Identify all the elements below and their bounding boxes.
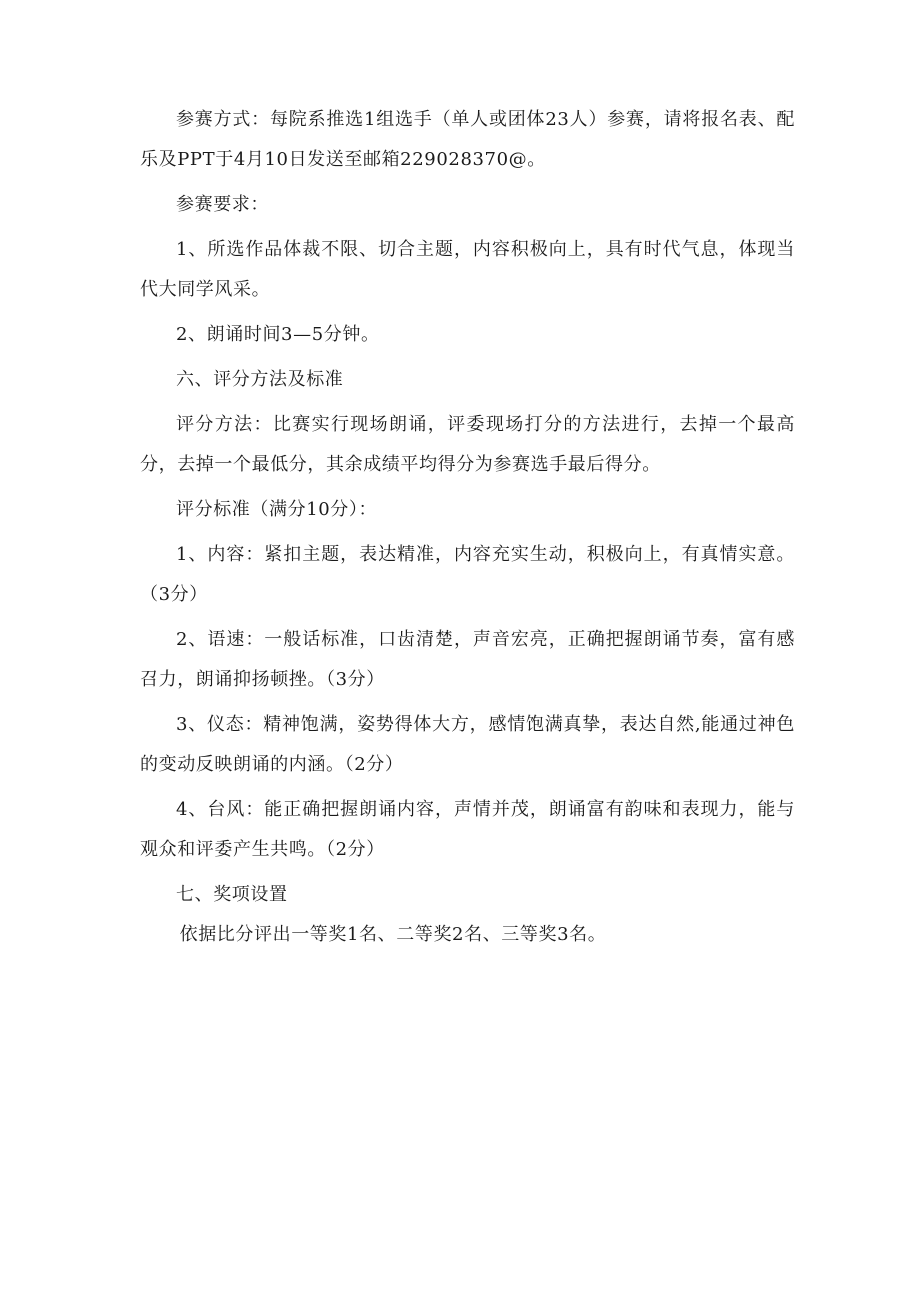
- paragraph-participation-method: 参赛方式：每院系推选1组选手（单人或团体23人）参赛，请将报名表、配乐及PPT于4月10日发送至邮箱229028370@。: [140, 109, 795, 170]
- paragraph-awards: 依据比分评出一等奖1名、二等奖2名、三等奖3名。: [179, 924, 607, 945]
- paragraph-standard-stage-presence: 4、台风：能正确把握朗诵内容，声情并茂，朗诵富有韵味和表现力，能与观众和评委产生共鸣。（2分）: [140, 799, 795, 860]
- paragraph-standard-content: 1、内容：紧扣主题，表达精准，内容充实生动，积极向上，有真情实意。（3分）: [140, 544, 795, 605]
- section-heading-awards: 七、奖项设置: [176, 884, 288, 905]
- paragraph-scoring-method: 评分方法：比赛实行现场朗诵，评委现场打分的方法进行，去掉一个最高分，去掉一个最低分，其余成绩平均得分为参赛选手最后得分。: [140, 414, 795, 475]
- paragraph-standard-demeanor: 3、仪态：精神饱满，姿势得体大方，感情饱满真挚，表达自然,能通过神色的变动反映朗诵的内涵。（2分）: [140, 714, 795, 775]
- section-heading-scoring: 六、评分方法及标准: [176, 369, 344, 390]
- paragraph-participation-requirements-heading: 参赛要求：: [176, 194, 269, 215]
- paragraph-requirement-1: 1、所选作品体裁不限、切合主题，内容积极向上，具有时代气息，体现当代大同学风采。: [140, 239, 795, 300]
- document-body: [140, 100, 795, 960]
- paragraph-scoring-standard-heading: 评分标准（满分10分）：: [176, 499, 378, 520]
- paragraph-standard-speech: 2、语速：一般话标准，口齿清楚，声音宏亮，正确把握朗诵节奏，富有感召力，朗诵抑扬顿挫。（3分）: [140, 629, 795, 690]
- paragraph-requirement-2: 2、朗诵时间3—5分钟。: [176, 324, 380, 345]
